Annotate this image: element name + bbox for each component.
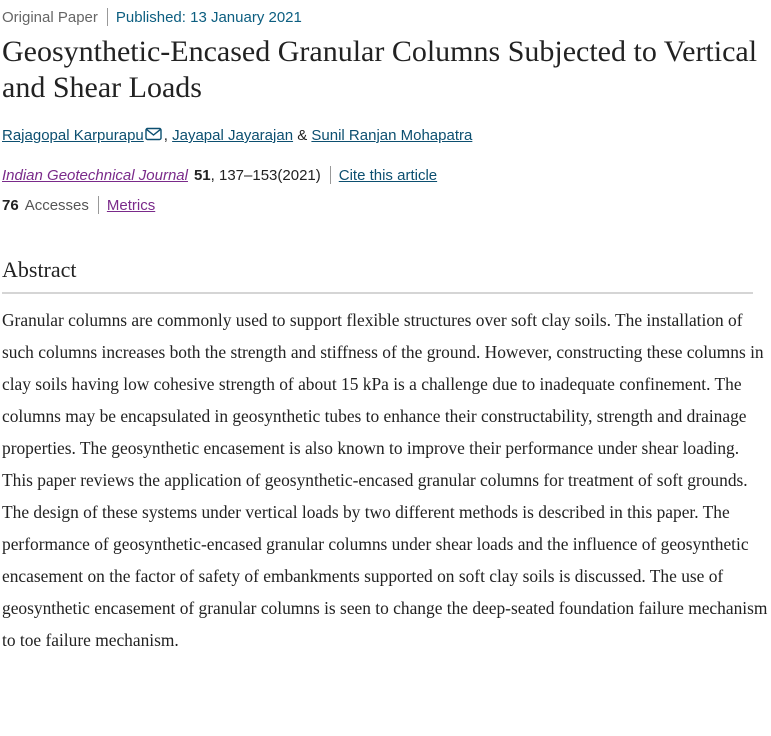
abstract-divider <box>2 292 753 294</box>
accesses-label: Accesses <box>24 197 89 214</box>
author-separator: & <box>297 127 308 144</box>
cite-this-article-link[interactable]: Cite this article <box>338 167 438 184</box>
author-list <box>2 126 472 146</box>
author-link-jayarajan[interactable]: Jayapal Jayarajan <box>172 127 294 144</box>
author-link-karpurapu[interactable]: Rajagopal Karpurapu <box>2 127 144 144</box>
author-link-mohapatra[interactable]: Sunil Ranjan Mohapatra <box>311 127 473 144</box>
meta-divider <box>107 8 108 26</box>
article-type-label: Original Paper <box>2 9 98 26</box>
journal-link[interactable]: Indian Geotechnical Journal <box>2 167 188 184</box>
accesses-count: 76 <box>2 197 19 214</box>
journal-volume: 51 <box>193 167 211 184</box>
citation-row <box>2 166 437 186</box>
envelope-icon[interactable] <box>145 127 162 147</box>
citation-divider <box>330 166 331 184</box>
article-title: Geosynthetic-Encased Granular Columns Subjected to Vertical and Shear Loads <box>2 35 758 104</box>
author-separator: , <box>163 127 168 144</box>
abstract-heading: Abstract <box>2 257 77 282</box>
access-divider <box>98 196 99 214</box>
metrics-link[interactable]: Metrics <box>106 197 156 214</box>
article-meta-row <box>2 8 302 28</box>
abstract-body: Granular columns are commonly used to support flexible structures over soft clay soils. The installation of such columns increases both the strength and stiffness of the ground. However, constructing these columns in clay soils having low cohesive strength of about 15 kPa is a challenge due to inadequate confinement. The columns may be encapsulated in geosynthetic tubes to enhance their constructability, strength and drainage properties. The geosynthetic encasement is also known to improve their performance under shear loading. This paper reviews the application of geosynthetic-encased granular columns for treatment of soft grounds. The design of these systems under vertical loads by two different methods is described in this paper. The performance of geosynthetic-encased granular columns under shear loads and the influence of geosynthetic encasement on the factor of safety of embankments supported on soft clay soils is discussed. The use of geosynthetic encasement of granular columns is seen to change the deep-seated foundation failure mechanism to toe failure mechanism. <box>2 310 768 650</box>
access-metrics-row <box>2 196 155 216</box>
journal-pages-year: , 137–153(2021) <box>210 167 321 184</box>
published-date: Published: 13 January 2021 <box>115 9 302 26</box>
